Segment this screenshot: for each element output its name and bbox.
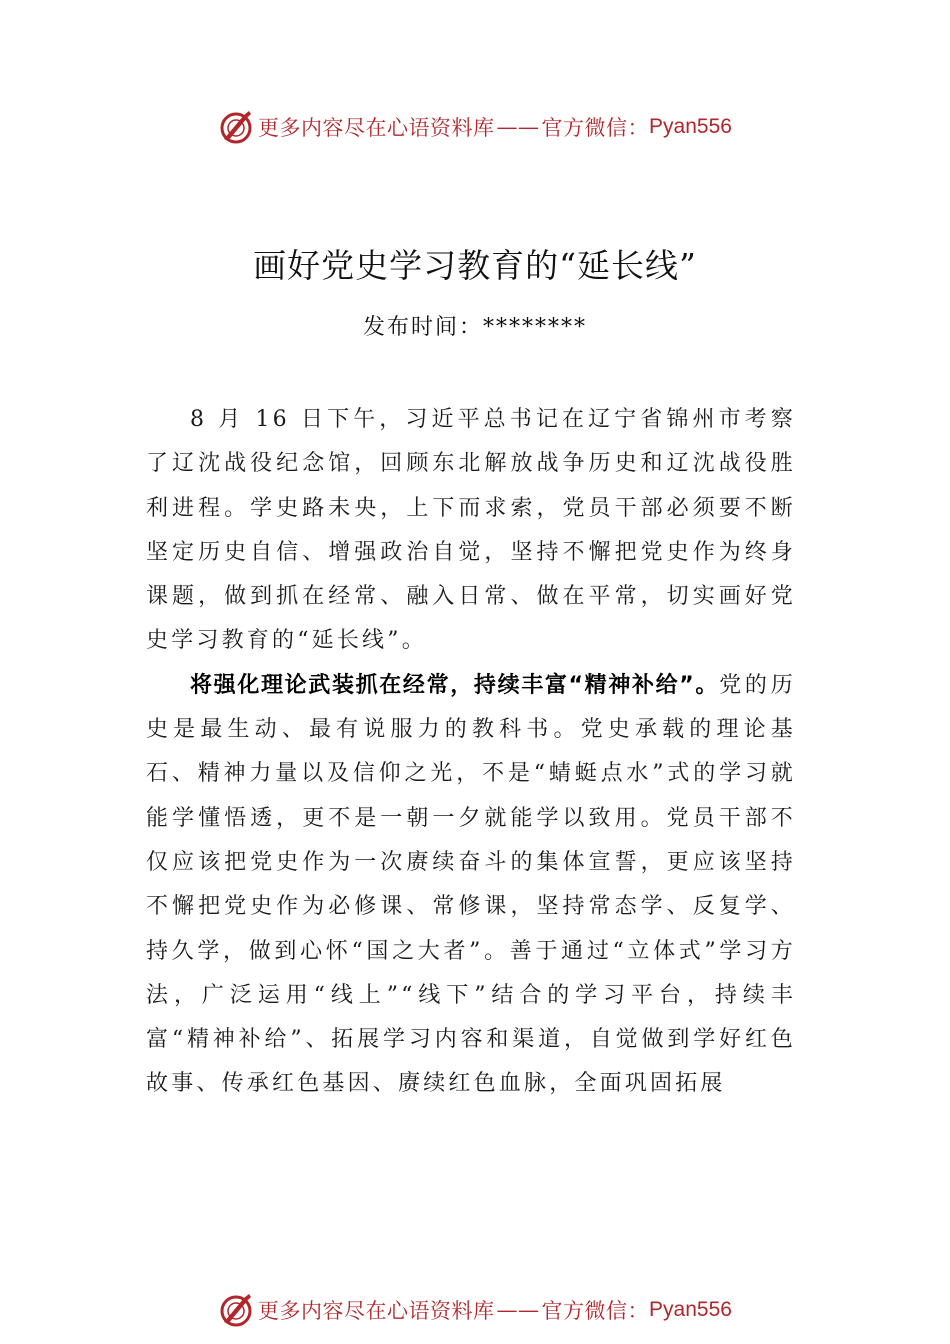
brush-logo-icon — [218, 1292, 254, 1328]
brush-logo-icon — [218, 109, 254, 145]
watermark-wechat-id: Pyan556 — [649, 115, 732, 138]
watermark-label: 官方微信： — [541, 1299, 650, 1323]
watermark-separator: —— — [496, 1298, 540, 1322]
paragraph-2 — [146, 664, 796, 1107]
watermark-header — [0, 107, 950, 147]
watermark-main-text: 更多内容尽在心语资料库 — [258, 1299, 495, 1323]
publish-time: 发布时间：******** — [362, 315, 587, 340]
article-title: 画好党史学习教育的“延长线” — [253, 246, 697, 285]
watermark-label: 官方微信： — [541, 116, 650, 140]
watermark-main-text: 更多内容尽在心语资料库 — [258, 116, 495, 140]
paragraph-2-lead: 将强化理论武装抓在经常，持续丰富“精神补给”。 — [190, 672, 720, 698]
watermark-separator: —— — [496, 115, 540, 139]
paragraph-1: 8 月 16 日下午，习近平总书记在辽宁省锦州市考察了辽沈战役纪念馆，回顾东北解放战争历史和辽沈战役胜利进程。学史路未央，上下而求索，党员干部必须要不断坚定历史自信、增强政治自觉，坚持不懈把党史作为终身课题，做到抓在经常、融入日常、做在平常，切实画好党史学习教育的“延长线”。 — [146, 407, 796, 654]
paragraph-2-body: 党的历史是最生动、最有说服力的教科书。党史承载的理论基石、精神力量以及信仰之光，不是“蜻蜓点水”式的学习就能学懂悟透，更不是一朝一夕就能学以致用。党员干部不仅应该把党史作为一次赓续奋斗的集体宣誓，更应该坚持不懈把党史作为必修课、常修课，坚持常态学、反复学、持久学，做到心怀“国之大者”。善于通过“立体式”学习方法，广泛运用“线上”“线下”结合的学习平台，持续丰富“精神补给”、拓展学习内容和渠道，自觉做到学好红色故事、传承红色基因、赓续红色血脉，全面巩固拓展 — [146, 672, 796, 1097]
watermark-wechat-id: Pyan556 — [649, 1298, 732, 1321]
watermark-footer — [0, 1290, 950, 1330]
article-body — [146, 398, 796, 1107]
